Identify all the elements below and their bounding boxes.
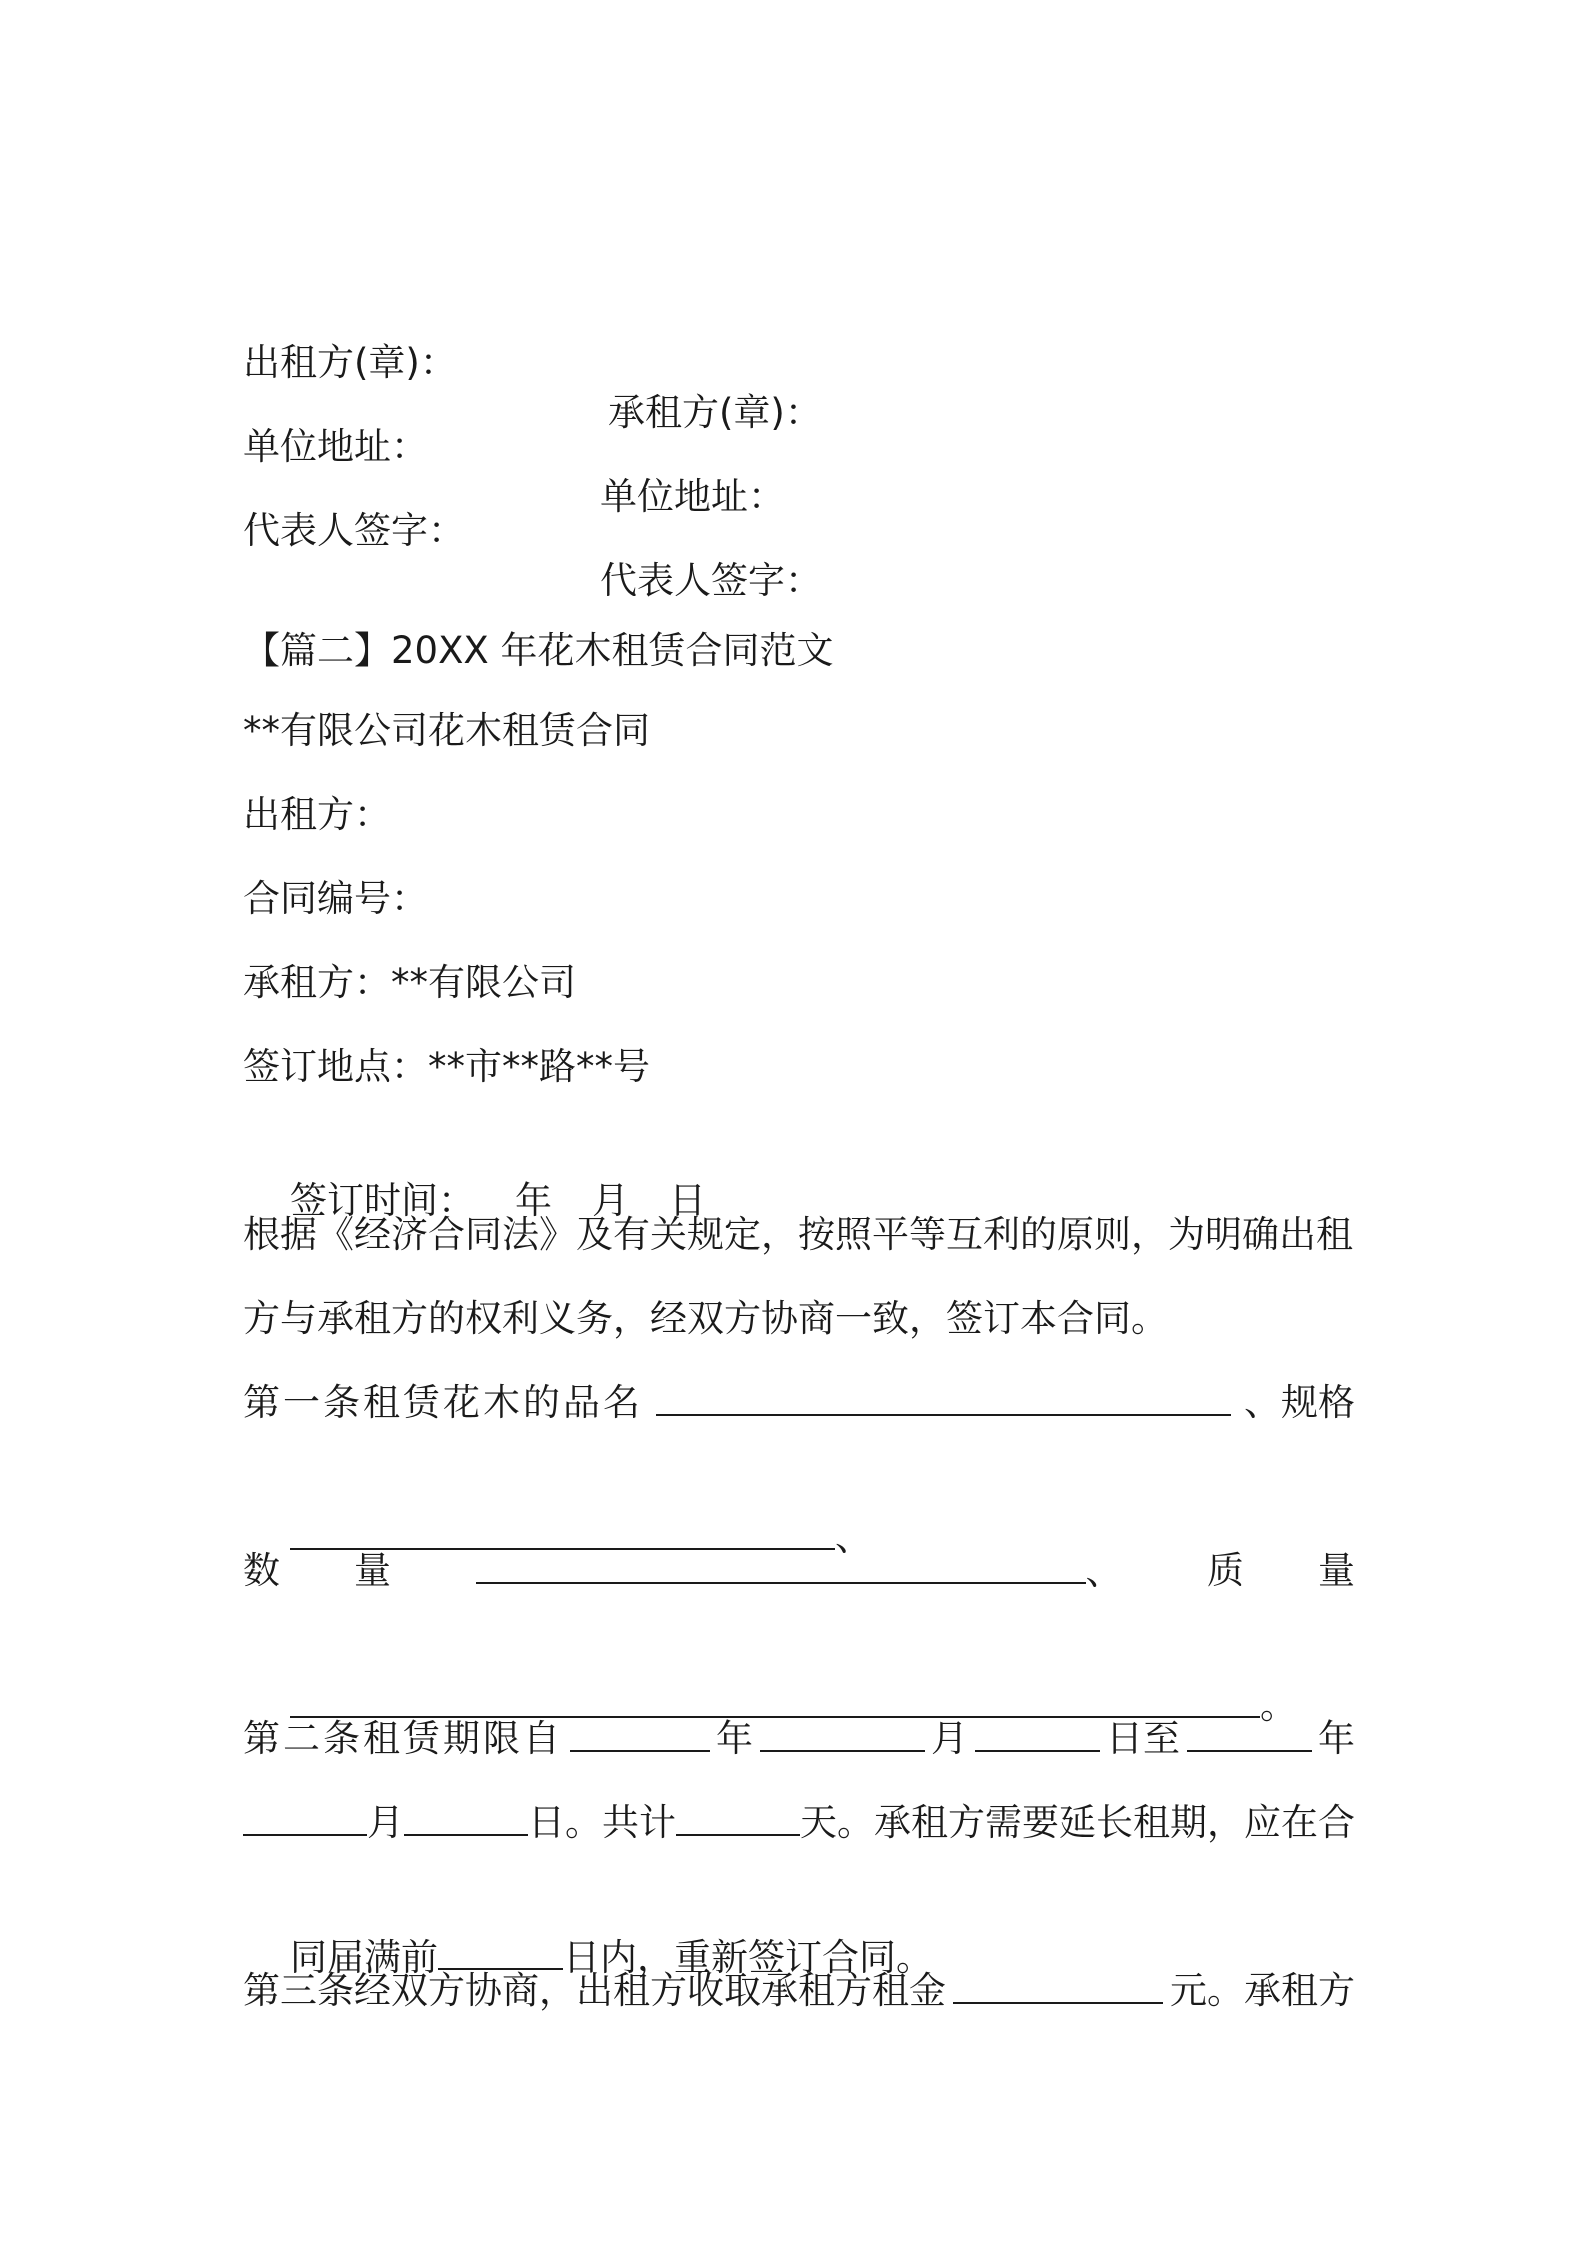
start-year-blank bbox=[570, 1714, 710, 1752]
start-month-blank bbox=[760, 1714, 925, 1752]
total-days-blank bbox=[676, 1798, 800, 1836]
sign-month-label: 月 bbox=[592, 1179, 630, 1222]
article2-line3-prefix: 同届满前 bbox=[290, 1936, 439, 1979]
sign-time-label: 签订时间： bbox=[290, 1179, 476, 1222]
lessor-address-label: 单位地址： bbox=[243, 425, 428, 468]
quality-label: 质 量 bbox=[1207, 1549, 1355, 1592]
lessor-rep-label: 代表人签字： bbox=[243, 509, 465, 552]
sign-place-field: 签订地点：**市**路**号 bbox=[243, 1045, 650, 1088]
article2-line3-suffix: 日内，重新签订合同。 bbox=[563, 1936, 934, 1979]
sign-year-label: 年 bbox=[515, 1179, 553, 1222]
article1-prefix: 第一条租赁花木的品名 bbox=[243, 1381, 643, 1424]
preamble-line-1: 根据《经济合同法》及有关规定，按照平等互利的原则，为明确出租 bbox=[243, 1213, 1353, 1256]
rent-amount-blank bbox=[953, 1966, 1163, 2004]
article1-line-4 bbox=[243, 1630, 1355, 1727]
article1-end: 。 bbox=[1260, 1684, 1298, 1727]
end-month-blank bbox=[243, 1798, 367, 1836]
article2-prefix: 第二条租赁期限自 bbox=[243, 1717, 563, 1760]
quantity-blank bbox=[476, 1546, 1086, 1584]
article2-year2-label: 年 bbox=[1318, 1717, 1355, 1760]
article1-spec-label: 、规格 bbox=[1244, 1381, 1355, 1424]
lessee-field: 承租方：**有限公司 bbox=[243, 961, 576, 1004]
lessor-field: 出租方： bbox=[243, 793, 391, 836]
article1-line-2 bbox=[243, 1462, 1355, 1559]
article1-line-1 bbox=[243, 1378, 1355, 1428]
sign-day-label: 日 bbox=[669, 1179, 707, 1222]
quantity-label: 数 量 bbox=[243, 1549, 391, 1592]
lessor-seal-label: 出租方(章)： bbox=[243, 341, 457, 384]
article2-line-2 bbox=[243, 1798, 1355, 1848]
start-day-blank bbox=[975, 1714, 1100, 1752]
article2-total-label: 日。共计 bbox=[528, 1801, 676, 1844]
article2-year-label: 年 bbox=[716, 1717, 753, 1760]
contract-number-field: 合同编号： bbox=[243, 877, 428, 920]
end-day-blank bbox=[404, 1798, 528, 1836]
article2-days-text: 天。承租方需要延长租期，应在合 bbox=[800, 1801, 1355, 1844]
signature-row-rep bbox=[243, 456, 1355, 602]
article3-prefix: 第三条经双方协商，出租方收取承租方租金 bbox=[243, 1969, 946, 2012]
signature-row-seal bbox=[243, 288, 1355, 434]
article1-line-3 bbox=[243, 1546, 1355, 1596]
quality-blank bbox=[290, 1680, 1260, 1718]
lessee-rep-label: 代表人签字： bbox=[600, 559, 822, 602]
article3-line-1 bbox=[243, 1966, 1355, 2016]
article3-suffix: 元。承租方 bbox=[1170, 1969, 1355, 2012]
variety-blank bbox=[656, 1378, 1231, 1416]
renewal-days-blank bbox=[438, 1932, 563, 1970]
preamble-line-2: 方与承租方的权利义务，经双方协商一致，签订本合同。 bbox=[243, 1297, 1168, 1340]
spec-blank bbox=[290, 1512, 835, 1550]
article2-month-label: 月 bbox=[931, 1717, 968, 1760]
article2-month2-label: 月 bbox=[367, 1801, 404, 1844]
contract-title: **有限公司花木租赁合同 bbox=[243, 709, 650, 752]
signature-row-address bbox=[243, 372, 1355, 518]
article2-line-3 bbox=[243, 1882, 1355, 1979]
article1-sep2: 、 bbox=[835, 1516, 873, 1559]
end-year-blank bbox=[1187, 1714, 1312, 1752]
lessee-address-label: 单位地址： bbox=[600, 475, 785, 518]
article2-day-to-label: 日至 bbox=[1106, 1717, 1180, 1760]
sign-time-field bbox=[243, 1126, 1355, 1222]
section-title: 【篇二】20XX 年花木租赁合同范文 bbox=[243, 629, 834, 672]
lessee-seal-label: 承租方(章)： bbox=[608, 391, 822, 434]
article1-sep3: 、 bbox=[1085, 1550, 1123, 1593]
article2-line-1 bbox=[243, 1714, 1355, 1764]
